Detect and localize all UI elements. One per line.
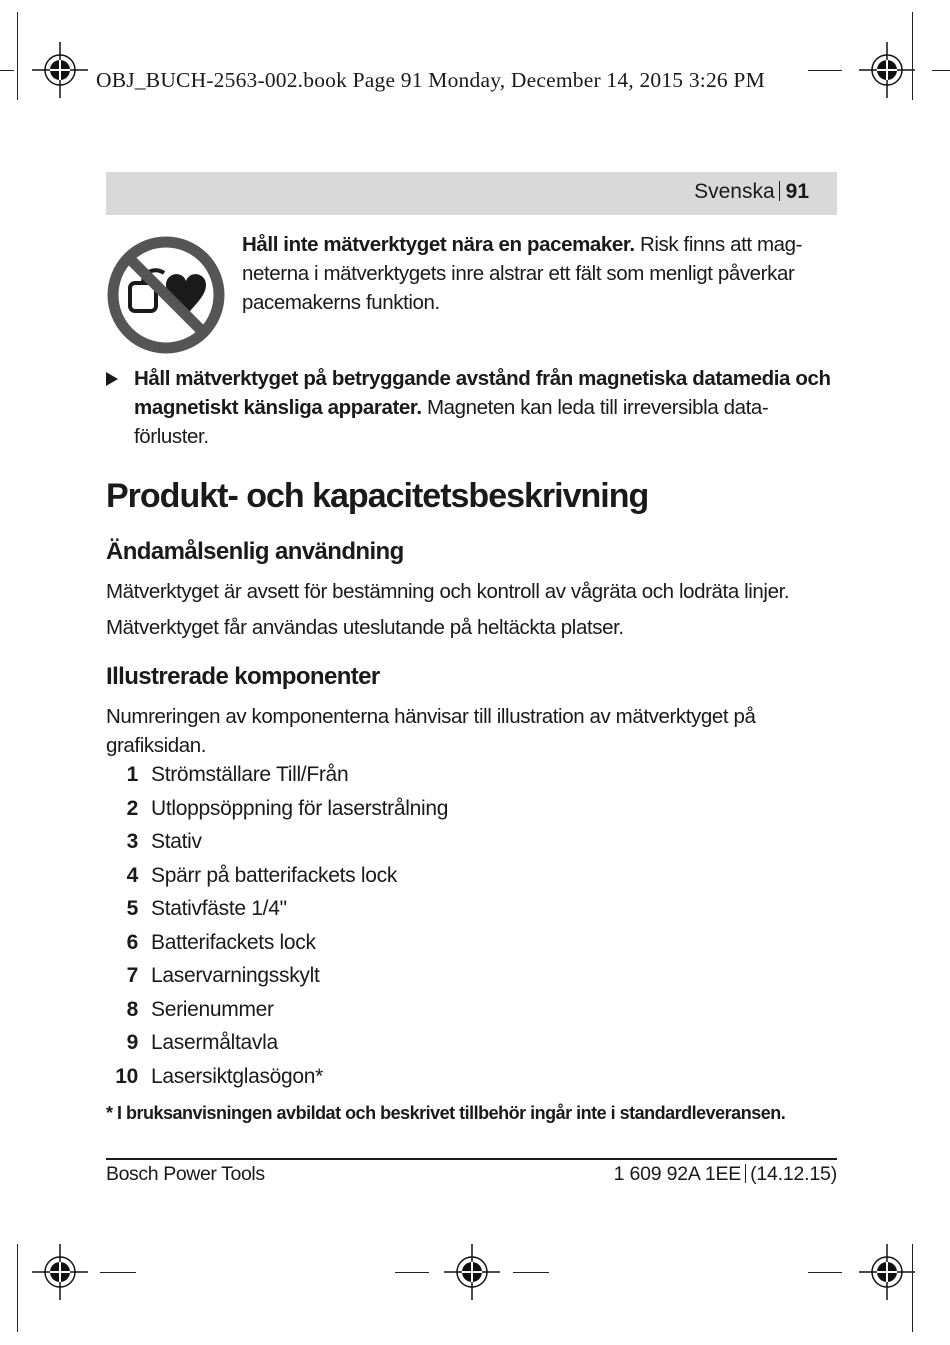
registration-mark-icon [430, 1230, 514, 1314]
item-number: 7 [126, 964, 138, 987]
page-header-text [694, 180, 809, 204]
footnote: * I bruksanvisningen avbildat och beskrivet tillbehör ingår inte i standardleveransen. [106, 1103, 786, 1123]
page-number: 91 [785, 180, 809, 203]
crop-mark [17, 12, 18, 100]
media-warning-text: Magneten kan leda till irreversibla data-förluster. [134, 396, 769, 448]
components-heading: Illustrerade komponenter [106, 663, 380, 690]
pacemaker-warning-bold: Håll inte mätverktyget nära en pacemaker. [242, 233, 635, 256]
page-header-band [106, 172, 837, 215]
section-title: Produkt- och kapacitetsbeskrivning [106, 477, 649, 515]
item-number: 9 [126, 1031, 138, 1054]
item-number: 5 [126, 897, 138, 920]
components-intro: Numreringen av komponenterna hänvisar till illustration av mätverktyget på grafiksidan. [106, 705, 756, 757]
language-label: Svenska [694, 180, 775, 203]
crop-mark [0, 70, 14, 71]
item-label: Strömställare Till/Från [151, 763, 349, 786]
bullet-triangle-icon [106, 372, 118, 386]
doc-number: 1 609 92A 1EE [613, 1163, 742, 1185]
item-label: Stativfäste 1/4" [151, 897, 287, 920]
pacemaker-warning [242, 230, 842, 317]
item-label: Batterifackets lock [151, 930, 316, 954]
registration-mark-icon [845, 1230, 929, 1314]
item-number: 8 [126, 997, 138, 1021]
intended-use-heading: Ändamålsenlig användning [106, 538, 404, 565]
item-label: Utloppsöppning för laserstrålning [151, 796, 449, 820]
item-number: 6 [126, 930, 138, 954]
item-label: Stativ [151, 830, 202, 853]
intended-use-line-2: Mätverktyget får användas uteslutande på heltäckta platser. [106, 616, 624, 639]
item-label: Laservarningsskylt [151, 964, 320, 987]
no-pacemaker-prohibition-icon [106, 235, 226, 355]
media-warning-bold: Håll mätverktyget på betryggande avstånd från magnetiska datamedia och magnetiskt känsliga apparater. [134, 367, 831, 419]
crop-mark [395, 1272, 429, 1273]
item-label: Lasermåltavla [151, 1031, 278, 1054]
item-number: 3 [126, 830, 138, 853]
crop-mark [808, 70, 842, 71]
item-label: Serienummer [151, 997, 274, 1021]
book-header: OBJ_BUCH-2563-002.book Page 91 Monday, December 14, 2015 3:26 PM [96, 68, 765, 92]
item-label: Spärr på batterifackets lock [151, 863, 398, 887]
footer-brand: Bosch Power Tools [106, 1163, 265, 1185]
crop-mark [912, 12, 913, 100]
crop-mark [808, 1272, 842, 1273]
item-number: 2 [126, 796, 138, 820]
footer-divider [106, 1158, 837, 1160]
footer-doc-info [614, 1163, 837, 1186]
crop-mark [912, 1244, 913, 1332]
doc-date: (14.12.15) [750, 1163, 837, 1185]
crop-mark [932, 70, 950, 71]
item-number: 10 [115, 1064, 138, 1088]
item-number: 4 [126, 863, 138, 887]
item-number: 1 [126, 763, 138, 786]
registration-mark-icon [18, 1230, 102, 1314]
media-warning [106, 364, 838, 451]
intended-use-line-1: Mätverktyget är avsett för bestämning och kontroll av vågräta och lodräta linjer. [106, 580, 790, 603]
registration-mark-icon [18, 28, 102, 112]
crop-mark [513, 1272, 549, 1273]
crop-mark [100, 1272, 136, 1273]
pacemaker-warning-text: Risk finns att mag-neterna i mätverktygets inre alstrar ett fält som menligt påverkar pacemakerns funktion. [242, 233, 803, 314]
item-label: Lasersiktglasögon* [151, 1064, 324, 1088]
registration-mark-icon [845, 28, 929, 112]
crop-mark [17, 1244, 18, 1332]
